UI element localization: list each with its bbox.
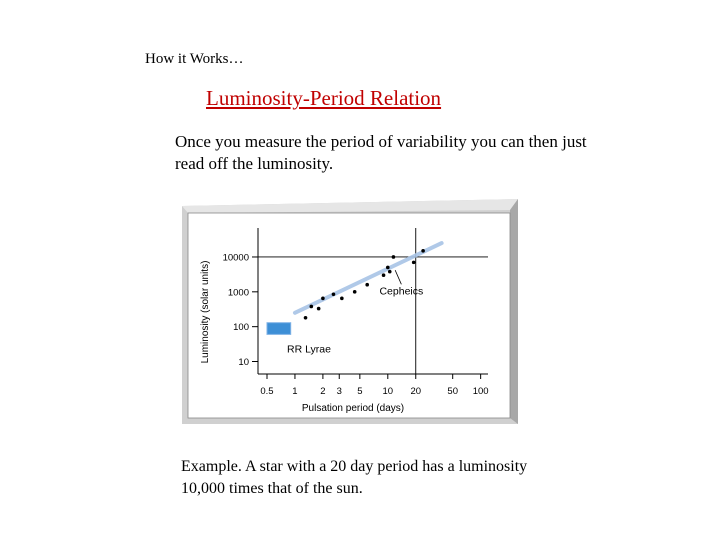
x-tick-label: 3	[336, 386, 342, 397]
luminosity-period-chart	[178, 196, 530, 426]
y-tick-label: 1000	[227, 287, 249, 299]
x-tick-label: 50	[447, 386, 458, 397]
data-point	[365, 283, 369, 287]
y-tick-label: 100	[233, 322, 249, 334]
x-tick-label: 5	[357, 386, 363, 397]
rr-lyrae-label: RR Lyrae	[286, 343, 331, 356]
example-text: Example. A star with a 20 day period has a luminosity 10,000 times that of the sun.	[181, 458, 528, 497]
x-tick-label: 1	[292, 386, 298, 397]
data-point	[317, 307, 321, 311]
data-point	[388, 270, 392, 274]
data-point	[421, 249, 425, 253]
x-tick-label: 2	[320, 386, 326, 397]
x-tick-label: 0.5	[260, 386, 274, 397]
y-axis-label: Luminosity (solar units)	[200, 260, 211, 364]
data-point	[382, 273, 386, 277]
data-point	[321, 297, 325, 301]
x-tick-label: 100	[472, 386, 489, 397]
x-tick-label: 10	[382, 386, 394, 397]
cepheics-label: Cepheics	[379, 285, 424, 298]
x-axis-label: Pulsation period (days)	[301, 403, 405, 414]
slide-title: Luminosity-Period Relation	[206, 86, 442, 110]
data-point	[392, 255, 396, 259]
data-point	[309, 305, 313, 309]
data-point	[332, 292, 336, 296]
y-tick-label: 10000	[222, 252, 249, 264]
x-tick-label: 20	[410, 386, 422, 397]
intro-text: Once you measure the period of variability you can then just read off the luminosity.	[175, 132, 587, 173]
data-point	[353, 290, 357, 294]
y-tick-label: 10	[238, 357, 249, 369]
slide-kicker: How it Works…	[145, 51, 244, 67]
rr-lyrae-region	[267, 323, 291, 335]
frame-right-bevel	[510, 199, 518, 424]
data-point	[304, 316, 308, 320]
plot-panel	[188, 213, 510, 418]
data-point	[340, 297, 344, 301]
data-point	[386, 266, 390, 270]
data-point	[412, 261, 416, 265]
